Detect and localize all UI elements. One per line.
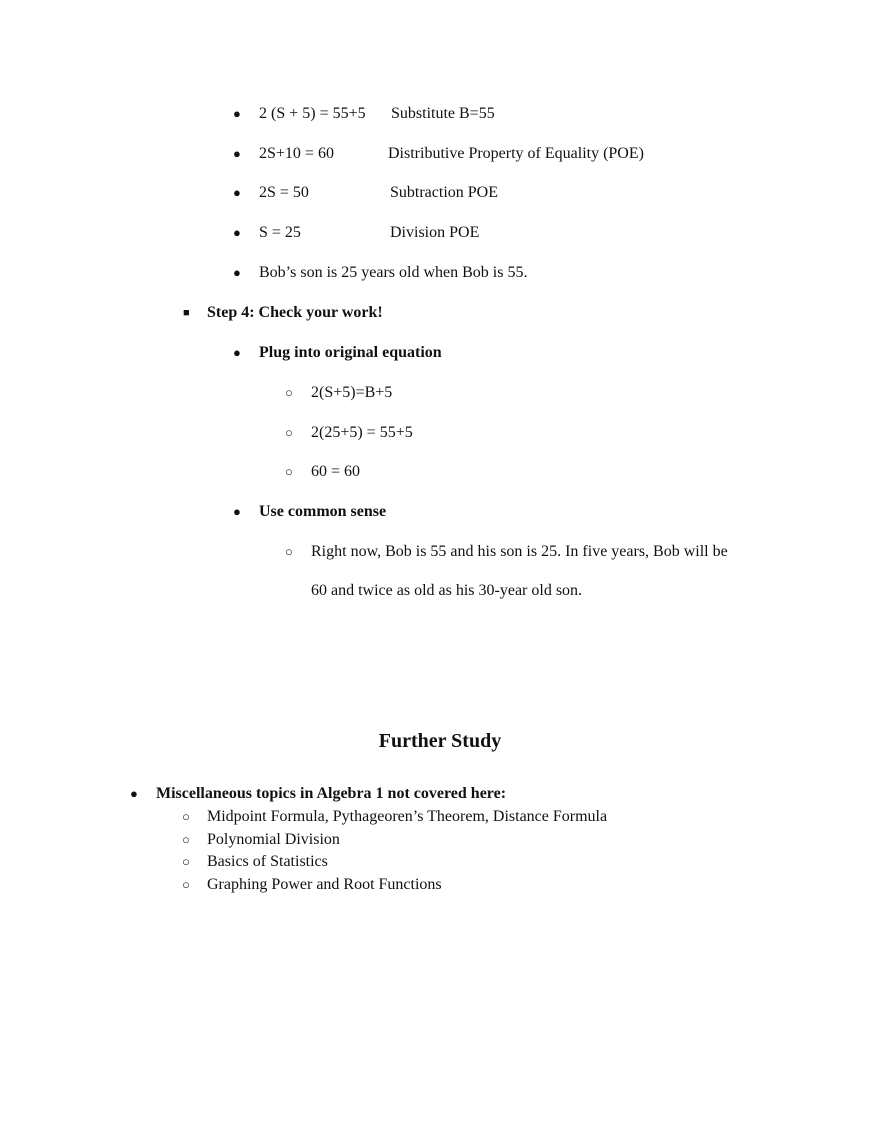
topic-item: Polynomial Division <box>207 831 340 848</box>
sense-line: 60 and twice as old as his 30-year old son. <box>311 582 583 599</box>
conclusion-text: Bob’s son is 25 years old when Bob is 55. <box>259 264 528 281</box>
circle-bullet-icon: ○ <box>182 854 190 869</box>
equation-expr: S = 25 <box>259 224 301 241</box>
topic-item: Graphing Power and Root Functions <box>207 876 442 893</box>
bullet-icon: ● <box>130 786 138 801</box>
square-bullet-icon: ■ <box>183 307 190 319</box>
step4-title: Step 4: Check your work! <box>207 304 383 321</box>
equation-reason: Division POE <box>390 224 480 241</box>
circle-bullet-icon: ○ <box>285 464 293 479</box>
sense-line: Right now, Bob is 55 and his son is 25. In five years, Bob will be <box>311 543 728 560</box>
bullet-icon: ● <box>233 146 241 161</box>
bullet-icon: ● <box>233 185 241 200</box>
plug-line: 60 = 60 <box>311 463 361 480</box>
topic-title: Miscellaneous topics in Algebra 1 not covered here: <box>156 785 507 802</box>
equation-expr: 2S = 50 <box>259 184 309 201</box>
circle-bullet-icon: ○ <box>285 425 293 440</box>
equation-reason: Substitute B=55 <box>391 105 495 122</box>
sense-title: Use common sense <box>259 503 387 520</box>
bullet-icon: ● <box>233 106 241 121</box>
topic-item: Midpoint Formula, Pythageoren’s Theorem, Distance Formula <box>207 808 608 825</box>
circle-bullet-icon: ○ <box>182 809 190 824</box>
equation-reason: Subtraction POE <box>390 184 498 201</box>
plug-line: 2(S+5)=B+5 <box>311 384 393 401</box>
topic-item: Basics of Statistics <box>207 853 328 870</box>
plug-line: 2(25+5) = 55+5 <box>311 424 413 441</box>
circle-bullet-icon: ○ <box>182 877 190 892</box>
circle-bullet-icon: ○ <box>285 385 293 400</box>
bullet-icon: ● <box>233 265 241 280</box>
bullet-icon: ● <box>233 225 241 240</box>
equation-expr: 2S+10 = 60 <box>259 145 334 162</box>
plug-title: Plug into original equation <box>259 344 442 361</box>
equation-reason: Distributive Property of Equality (POE) <box>388 145 644 162</box>
circle-bullet-icon: ○ <box>182 832 190 847</box>
bullet-icon: ● <box>233 345 241 360</box>
further-study-heading: Further Study <box>378 730 502 752</box>
equation-expr: 2 (S + 5) = 55+5 <box>259 105 366 122</box>
bullet-icon: ● <box>233 504 241 519</box>
circle-bullet-icon: ○ <box>285 544 293 559</box>
